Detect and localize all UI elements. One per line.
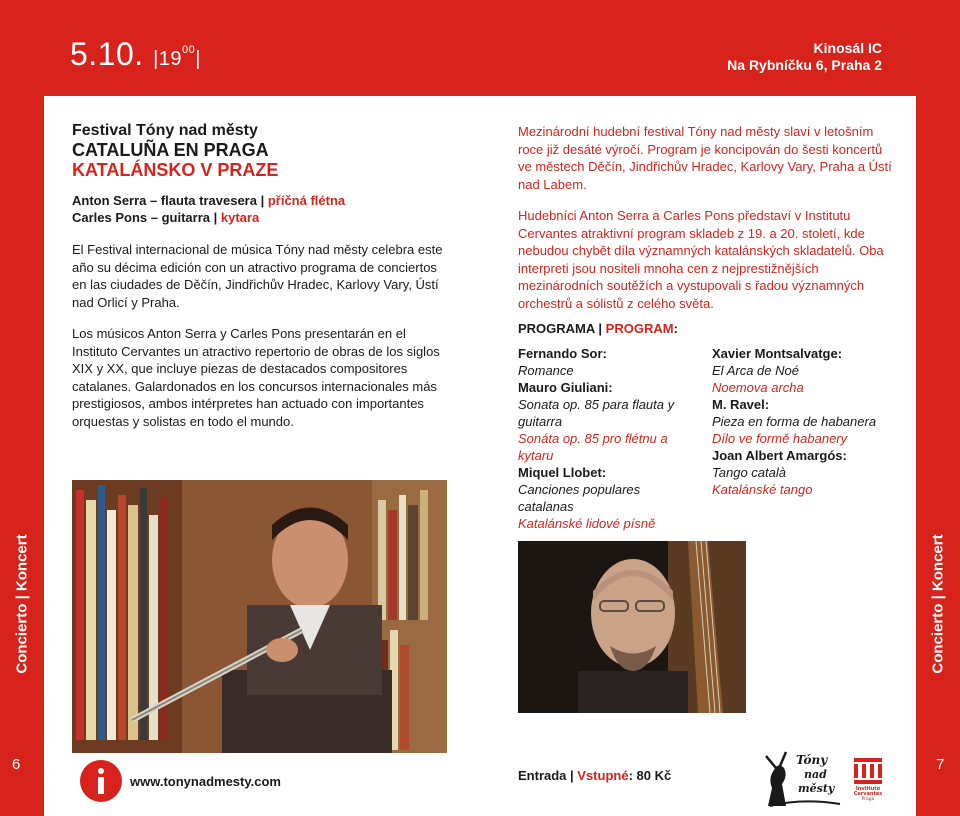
photo-flutist — [72, 480, 447, 753]
instituto-cervantes-logo — [848, 756, 888, 802]
paragraph-cz-2: Hudebníci Anton Serra a Carles Pons představí v Institutu Cervantes atraktivní program skladeb z 19. a 20. století, kde nebudou chybět díla významných katalánských skladatelů. Oba interpreti jsou nositeli mnoha cen z nejprestižnějších mezinárodních soutěžích a vystupovali s řadou významných orchestrů a sólistů z celého světa. — [518, 208, 884, 311]
performer-2-instrument-cz: kytara — [220, 210, 260, 225]
svg-text:Instituto: Instituto — [855, 786, 881, 792]
performers — [72, 192, 345, 226]
program-work-es: Romance — [518, 363, 574, 378]
program-work-es: Pieza en forma de habanera — [712, 414, 877, 429]
entry-price: Entrada | Vstupné: 80 Kč — [518, 768, 672, 783]
title-es: CATALUÑA EN PRAGA — [72, 140, 269, 160]
program-work-es: El Arca de Noé — [712, 363, 799, 378]
venue — [727, 40, 882, 74]
program-composer: Mauro Giuliani: — [518, 380, 613, 395]
side-band-right — [916, 96, 960, 816]
program-column-2 — [712, 345, 902, 498]
svg-text:Cervantes: Cervantes — [853, 791, 883, 797]
program-composer: Joan Albert Amargós: — [712, 448, 847, 463]
event-time-minutes: 00 — [182, 44, 196, 57]
price-value: 80 Kč — [636, 768, 672, 783]
performer-1: Anton Serra – flauta travesera | příčná flétna — [72, 193, 346, 208]
program-composer: Fernando Sor: — [518, 346, 607, 361]
side-band-left — [0, 96, 44, 816]
info-icon — [80, 760, 122, 802]
paragraph-cz-1: Mezinárodní hudební festival Tóny nad městy slaví v letošním roce již desáté výročí. Program je koncipován do šesti koncertů ve městech Děčín, Jindřichův Hradec, Karlovy Vary, Praha a Ústí nad Labem. — [518, 124, 892, 192]
program-work-es: Sonata op. 85 para flauta y guitarra — [518, 397, 675, 429]
program-work-cz: Katalánské tango — [712, 482, 813, 497]
paragraph-es-1: El Festival internacional de música Tóny nad městy celebra este año su décima edición con un atractivo programa de conciertos en las ciudades de Děčín, Jindřichův Hradec, Karlovy Vary, Ústí nad Orlicí y Praha. — [72, 242, 443, 310]
svg-text:městy: městy — [798, 782, 835, 795]
program-composer: Xavier Montsalvatge: — [712, 346, 843, 361]
tony-nad-mesty-logo — [762, 748, 842, 808]
photo-guitarist — [518, 541, 746, 713]
side-label-right: Concierto | Koncert — [929, 534, 947, 674]
program-composer: Miquel Llobet: — [518, 465, 607, 480]
event-date: 5.10. — [70, 36, 144, 72]
svg-text:nad: nad — [804, 768, 827, 781]
svg-text:Tóny: Tóny — [796, 753, 828, 767]
festival-title: Festival Tóny nad městy — [72, 122, 258, 139]
header-band — [0, 0, 960, 96]
program-heading: PROGRAMA | PROGRAM: — [518, 321, 678, 336]
event-date-time — [70, 36, 201, 73]
program-work-cz: Noemova archa — [712, 380, 804, 395]
side-label-left: Concierto | Koncert — [13, 534, 31, 674]
program-work-cz: Dílo ve formě habanery — [712, 431, 848, 446]
paragraph-es-2: Los músicos Anton Serra y Carles Pons presentarán en el Instituto Cervantes un atractivo repertorio de obras de los siglos XIX y XX, que incluye piezas de destacados compositores catalanes. Galardonados en los concursos internacionales más prestigiosos, ambos intérpretes han actuado con importantes orquestas y solistas en todo el mundo. — [72, 326, 440, 429]
event-title — [72, 122, 492, 180]
program-work-cz: Sonáta op. 85 pro flétnu a kytaru — [518, 431, 668, 463]
program-work-es: Tango català — [712, 465, 786, 480]
event-time: $|19^{00}|$ — [153, 44, 201, 70]
page-number-left: 6 — [12, 756, 21, 773]
performer-2: Carles Pons – guitarra | kytara — [72, 210, 260, 225]
performer-1-instrument-cz: příčná flétna — [267, 193, 346, 208]
svg-text:Praga: Praga — [861, 797, 875, 802]
website-link[interactable]: www.tonynadmesty.com — [130, 774, 281, 789]
program-work-cz: Katalánské lidové písně — [518, 516, 656, 531]
photo-guitarist-illustration — [518, 541, 746, 713]
program-column-1 — [518, 345, 688, 532]
venue-name: Kinosál IC — [813, 40, 882, 56]
title-cz: KATALÁNSKO V PRAZE — [72, 160, 279, 180]
program-work-es: Canciones populares catalanas — [518, 482, 641, 514]
program-composer: M. Ravel: — [712, 397, 770, 412]
venue-address: Na Rybníčku 6, Praha 2 — [727, 57, 882, 73]
page-number-right: 7 — [936, 756, 945, 773]
photo-flutist-illustration — [72, 480, 447, 753]
